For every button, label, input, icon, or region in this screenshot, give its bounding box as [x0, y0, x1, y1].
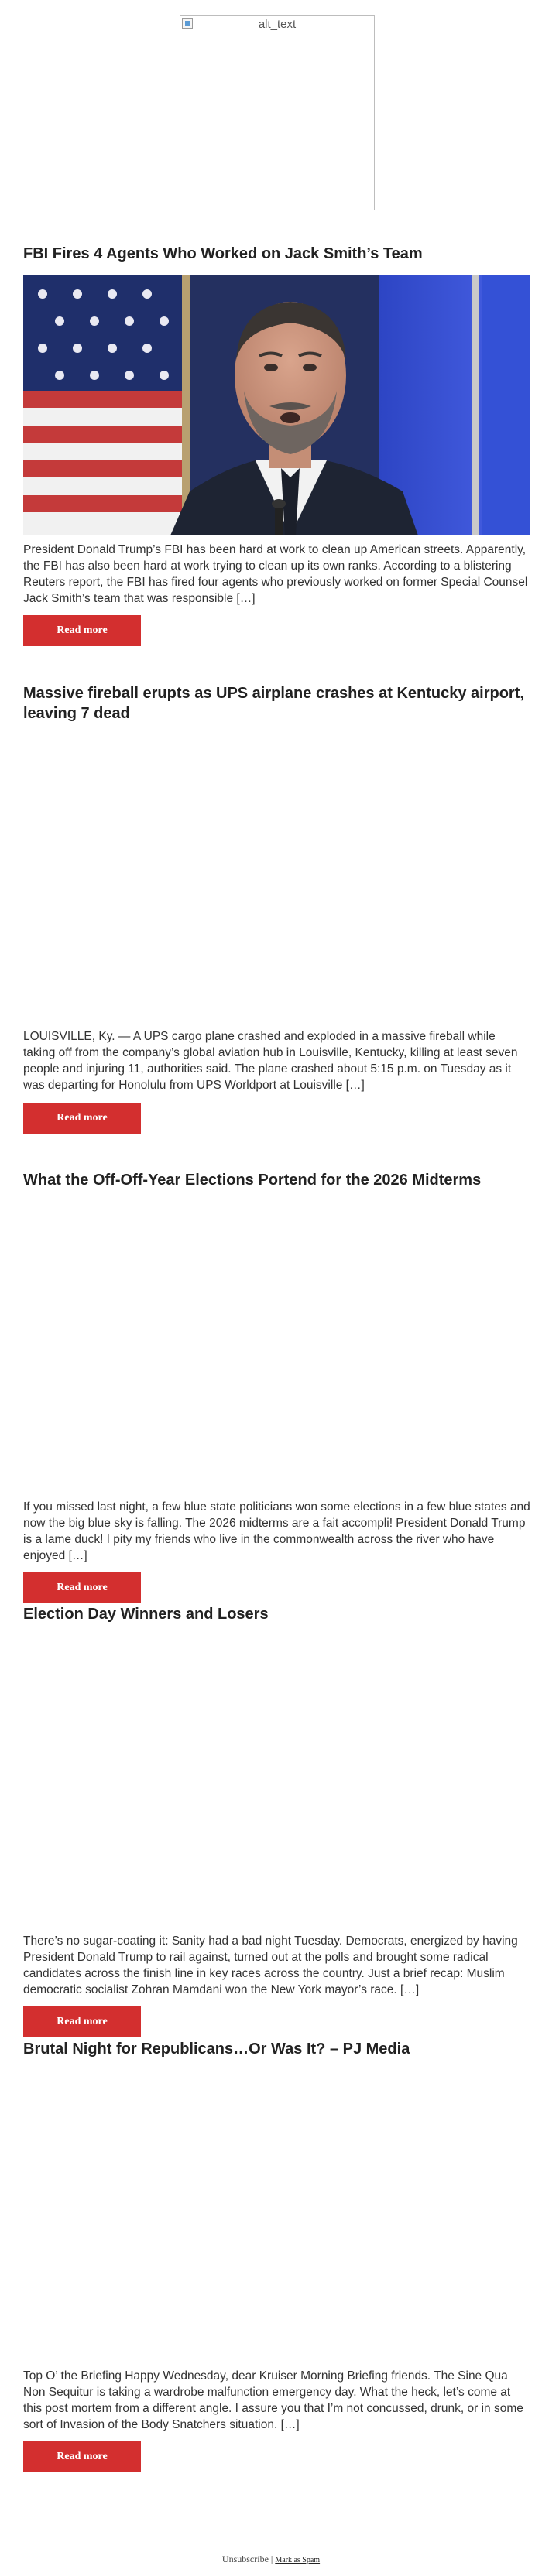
footer-separator: | [270, 2554, 273, 2564]
read-more-button[interactable]: Read more [23, 2441, 141, 2472]
mark-as-spam-link[interactable]: Mark as Spam [275, 2556, 321, 2564]
read-more-button[interactable]: Read more [23, 615, 141, 646]
unsubscribe-link[interactable]: Unsubscribe [221, 2554, 269, 2564]
article-title[interactable]: What the Off-Off-Year Elections Portend for the 2026 Midterms [23, 1172, 482, 1189]
article-title[interactable]: FBI Fires 4 Agents Who Worked on Jack Smith’s Team [23, 245, 423, 262]
article-image[interactable] [23, 2070, 530, 2356]
header-logo-image [180, 15, 375, 210]
article-image[interactable] [23, 1635, 530, 1921]
article-image[interactable] [23, 1201, 530, 1487]
article-excerpt: If you missed last night, a few blue state politicians won some elections in a few blue states and now the big blue sky is falling. The 2026 midterms are a fait accompli! President Donald Trump is a lame duck! I pity my friends who live in the commonwealth across the river who have enjoyed […] [23, 1500, 530, 1562]
article-excerpt: President Donald Trump’s FBI has been hard at work to clean up American streets. Apparently, the FBI has also been hard at work trying to clean up its own ranks. According to a blistering Reuters report, the FBI has fired four agents who previously worked on former Special Counsel Jack Smith’s team that was responsible […] [23, 543, 528, 605]
footer [0, 2554, 542, 2576]
article-image[interactable] [23, 730, 530, 1016]
read-more-button[interactable]: Read more [23, 2006, 141, 2037]
read-more-button[interactable]: Read more [23, 1572, 141, 1603]
article-title[interactable]: Brutal Night for Republicans…Or Was It? – PJ Media [23, 2041, 410, 2058]
article-excerpt: There’s no sugar-coating it: Sanity had a bad night Tuesday. Democrats, energized by having President Donald Trump to rail against, turned out at the polls and brought some radical candidates across the finish line in key races across the country. Just a brief recap: Muslim democratic socialist Zohran Mamdani won the New York mayor’s race. […] [23, 1935, 518, 1996]
portrait-photo [23, 275, 530, 535]
logo-alt-text: alt_text [258, 18, 297, 31]
article-excerpt: Top O’ the Briefing Happy Wednesday, dear Kruiser Morning Briefing friends. The Sine Qua Non Sequitur is taking a wardrobe malfunction emergency day. What the heck, let’s come at this post mortem from a different angle. I assure you that I’m not concussed, drunk, or in some sort of Invasion of the Body Snatchers situation. […] [23, 2369, 523, 2431]
read-more-button[interactable]: Read more [23, 1103, 141, 1134]
article-image[interactable] [23, 275, 530, 535]
article-title[interactable]: Election Day Winners and Losers [23, 1606, 269, 1623]
article-title[interactable]: Massive fireball erupts as UPS airplane crashes at Kentucky airport, leaving 7 dead [23, 685, 524, 722]
article-excerpt: LOUISVILLE, Ky. — A UPS cargo plane crashed and exploded in a massive fireball while taking off from the company’s global aviation hub in Louisville, Kentucky, killing at least seven people and injuring 11, authorities said. The plane crashed about 5:15 p.m. on Tuesday as it was departing for Honolulu from UPS Worldport at Louisville […] [23, 1030, 518, 1092]
